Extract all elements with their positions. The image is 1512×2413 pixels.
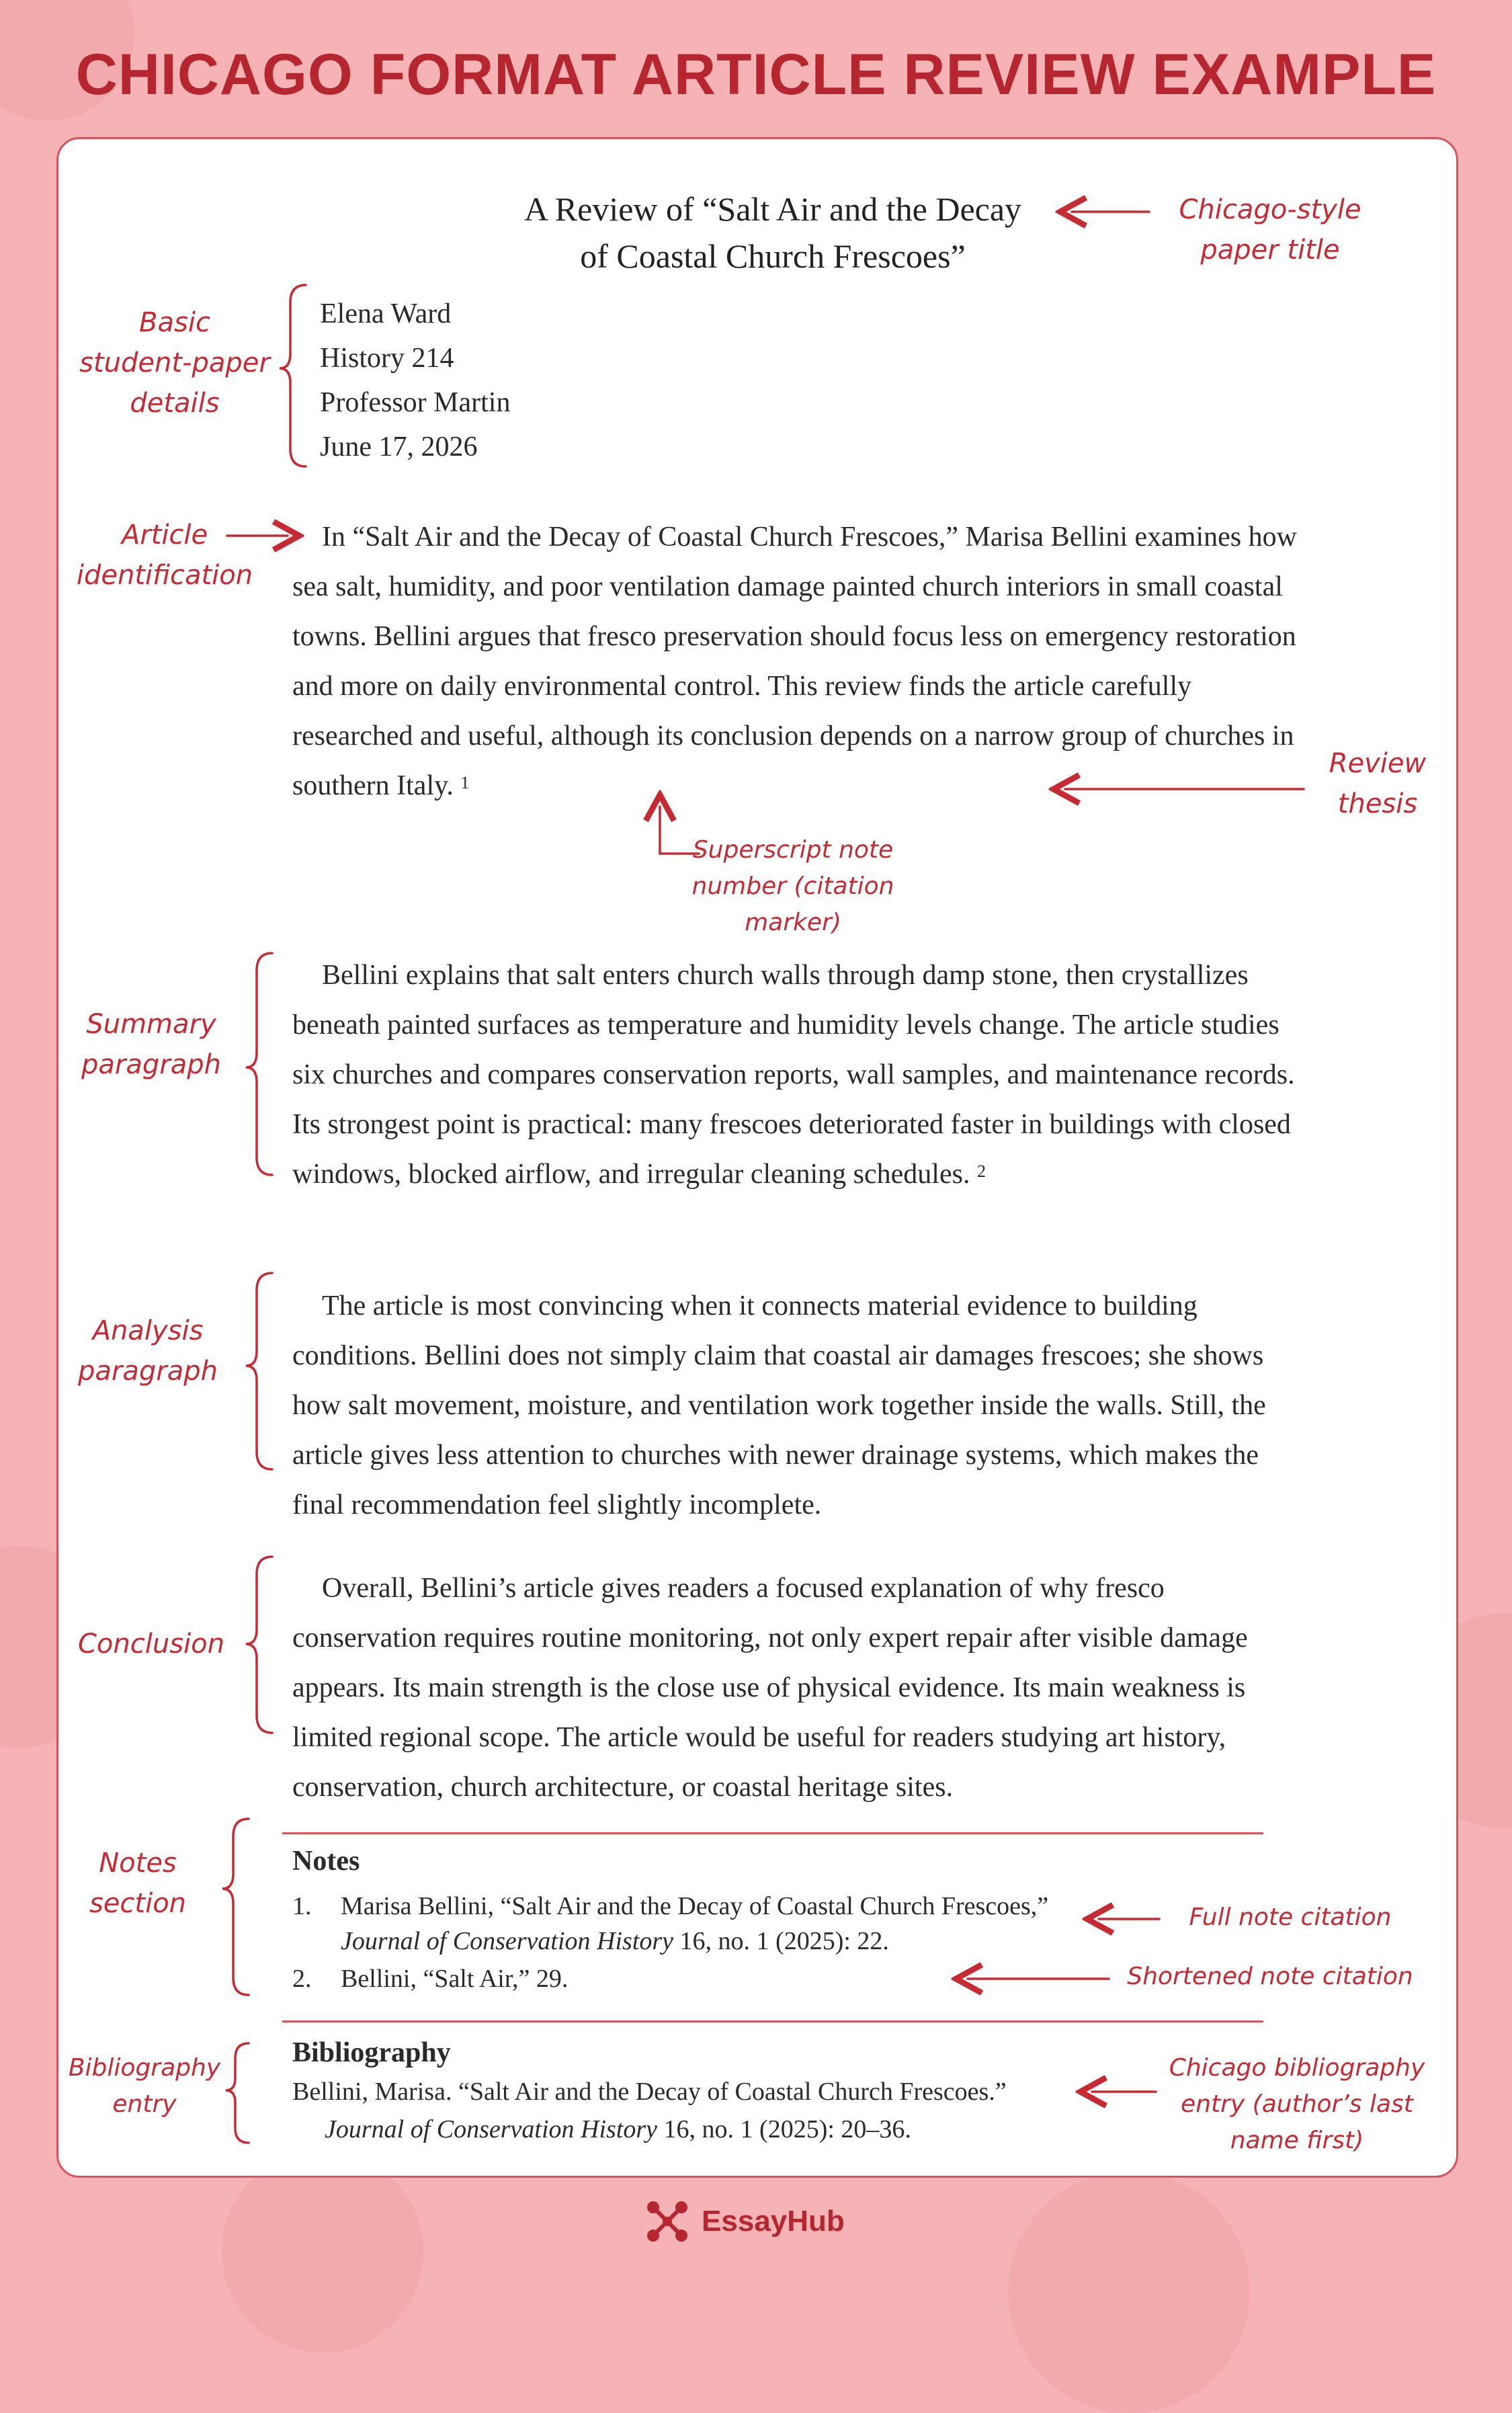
course-name: History 214 (320, 343, 454, 374)
annotation-line: entry (112, 2090, 177, 2118)
annotation-line: paper title (1200, 235, 1340, 265)
arrow-superscript (660, 807, 699, 854)
note-marker-2: 2 (976, 1161, 986, 1181)
note-marker-1: 1 (460, 773, 470, 792)
annotation-line: Chicago-style (1179, 194, 1361, 225)
brace-bibliography (226, 2043, 249, 2143)
annotation-line: Bibliography (68, 2054, 221, 2082)
brace-notes (222, 1819, 249, 1995)
annotation-line: Summary (86, 1009, 216, 1040)
note-2-text: Bellini, “Salt Air,” 29. (341, 1965, 569, 1993)
annotation-line: paragraph (81, 1049, 221, 1080)
paper-title-line-1: A Review of “Salt Air and the Decay (523, 190, 1022, 228)
note-1-line-1: Marisa Bellini, “Salt Air and the Decay of Coastal Church Frescoes,” (341, 1892, 1049, 1920)
annotation-line: details (130, 388, 220, 419)
brand-name: EssayHub (702, 2205, 845, 2238)
banner-title: CHICAGO FORMAT ARTICLE REVIEW EXAMPLE (75, 42, 1437, 107)
annotation-line: paragraph (78, 1356, 218, 1387)
paper-title-line-2: of Coastal Church Frescoes” (580, 237, 966, 275)
annotation-line: identification (76, 560, 253, 591)
note-1-journal: Journal of Conservation History (341, 1927, 674, 1955)
annotation-line: Superscript note (692, 836, 894, 864)
annotation-line: marker) (745, 909, 841, 936)
bibliography-journal: Journal of Conservation History (325, 2115, 658, 2143)
annotation-short-note: Shortened note citation (1127, 1963, 1413, 1990)
annotation-line: student-paper (79, 347, 270, 378)
essayhub-logo-icon (644, 2198, 691, 2245)
annotation-line: Review (1329, 748, 1427, 779)
annotation-line: name first) (1230, 2127, 1364, 2154)
note-1-details: 16, no. 1 (2025): 22. (673, 1927, 889, 1955)
paper-date: June 17, 2026 (320, 432, 478, 462)
bibliography-details: 16, no. 1 (2025): 20–36. (657, 2115, 911, 2143)
annotation-line: Basic (139, 307, 210, 338)
annotation-line: number (citation (691, 872, 894, 900)
brace-conclusion (246, 1557, 272, 1733)
annotation-full-note: Full note citation (1189, 1904, 1392, 1931)
summary-paragraph-text: Bellini explains that salt enters church walls through damp stone, then crystallizes beneath painted surfaces as temperature and humidity levels change. The article studies six churches and compares conservation reports, wall samples, and maintenance records. Its strongest point is practical: many frescoes deteriorated faster in buildings with closed windows, blocked airflow, and irregular cleaning schedules. (292, 960, 1295, 1190)
annotation-line: Conclusion (78, 1629, 224, 1660)
annotation-line: thesis (1337, 788, 1418, 819)
bibliography-heading: Bibliography (292, 2037, 451, 2068)
annotation-line: section (89, 1888, 187, 1919)
annotation-line: Article (121, 520, 208, 550)
annotation-line: Analysis (92, 1315, 204, 1346)
brace-summary (246, 953, 272, 1175)
note-2-number: 2. (292, 1965, 312, 1993)
professor-name: Professor Martin (320, 387, 511, 418)
brace-analysis (246, 1273, 272, 1469)
bibliography-line-1: Bellini, Marisa. “Salt Air and the Decay of Coastal Church Frescoes.” (292, 2078, 1007, 2106)
student-name: Elena Ward (320, 298, 452, 329)
annotation-line: Chicago bibliography (1169, 2054, 1425, 2082)
analysis-paragraph-text: The article is most convincing when it connects material evidence to building conditions. Bellini does not simply claim that coastal air damages frescoes; she shows how salt movement, moisture, and ventilation work together inside the walls. Still, the article gives less attention to churches with newer drainage systems, which makes the final recommendation feel slightly incomplete. (292, 1291, 1266, 1520)
conclusion-paragraph-text: Overall, Bellini’s article gives readers a focused explanation of why fresco conservation requires routine monitoring, not only expert repair after visible damage appears. Its main strength is the close use of physical evidence. Its main weakness is limited regional scope. The article would be useful for readers studying art history, conservation, church architecture, or coastal heritage sites. (292, 1573, 1248, 1803)
annotation-line: Notes (99, 1848, 177, 1879)
annotation-line: entry (author’s last (1181, 2090, 1413, 2118)
brace-student-details (280, 285, 306, 466)
intro-paragraph-text: In “Salt Air and the Decay of Coastal Church Frescoes,” Marisa Bellini examines how sea salt, humidity, and poor ventilation damage painted church interiors in small coastal towns. Bellini argues that fresco preservation should focus less on emergency restoration and more on daily environmental control. This review finds the article carefully researched and useful, although its conclusion depends on a narrow group of churches in southern Italy. (292, 522, 1297, 801)
essayhub-logo[interactable] (644, 2198, 845, 2245)
note-1-number: 1. (292, 1892, 312, 1920)
notes-heading: Notes (292, 1846, 360, 1877)
